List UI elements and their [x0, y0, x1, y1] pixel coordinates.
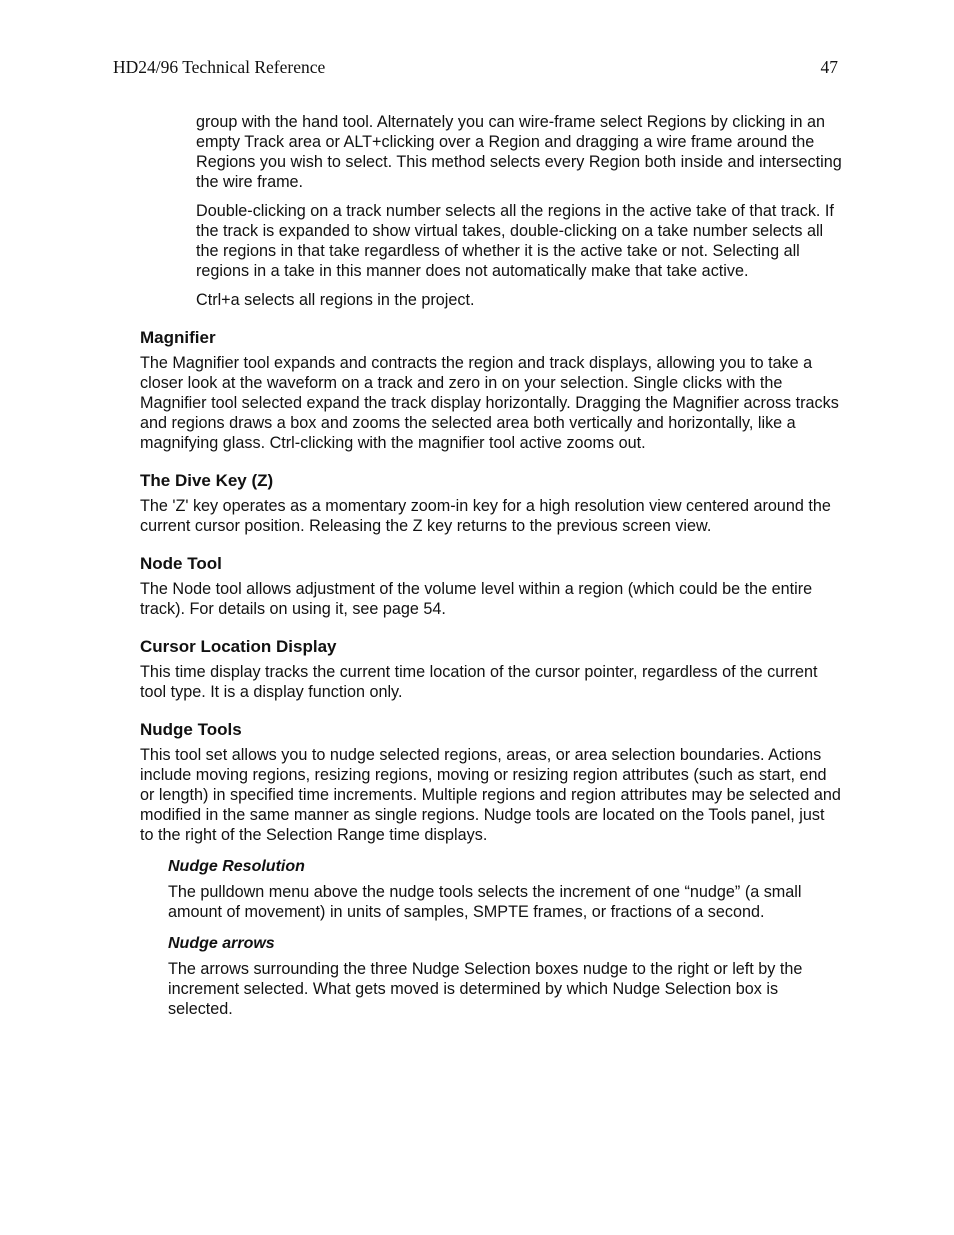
subsection-body-nudge-resolution: The pulldown menu above the nudge tools selects the increment of one “nudge” (a small amount of movement) in units of samples, SMPTE frames, or fractions of a second. — [168, 883, 802, 921]
intro-paragraph: Double-clicking on a track number selects all the regions in the active take of that track. If the track is expanded to show virtual takes, double-clicking on a take number selects all the regions in that take regardless of whether it is the active take or not. Selecting all regions in a take in this manner does not automatically make that take active. — [196, 202, 834, 280]
intro-paragraph: group with the hand tool. Alternately you can wire-frame select Regions by clicking in an empty Track area or ALT+clicking over a Region and dragging a wire frame around the Regions you wish to select. This method selects every Region both inside and intersecting the wire frame. — [196, 113, 842, 191]
subsection-heading-nudge-resolution: Nudge Resolution — [168, 858, 305, 875]
nudge-subsections — [168, 857, 842, 1019]
section-body-magnifier: The Magnifier tool expands and contracts the region and track displays, allowing you to take a closer look at the waveform on a track and zero in on your selection. Single clicks with the Magnifier tool selected expand the track display horizontally. Dragging the Magnifier across tracks and regions draws a box and zooms the selected area both vertically and horizontally, like a magnifying glass. Ctrl-clicking with the magnifier tool active zooms out. — [140, 354, 839, 452]
running-header-title: HD24/96 Technical Reference — [113, 57, 326, 77]
intro-paragraph: Ctrl+a selects all regions in the project. — [196, 291, 475, 309]
page-body — [140, 112, 842, 1019]
section-heading-nudge-tools: Nudge Tools — [140, 720, 242, 739]
section-body-cursor-location: This time display tracks the current time location of the cursor pointer, regardless of the current tool type. It is a display function only. — [140, 663, 818, 701]
section-body-nudge-tools: This tool set allows you to nudge selected regions, areas, or area selection boundaries. Actions include moving regions, resizing regions, moving or resizing region attributes (such as start, end or length) in specified time increments. Multiple regions and region attributes may be selected and modified in the same manner as single regions. Nudge tools are located on the Tools panel, just to the right of the Selection Range time displays. — [140, 746, 841, 844]
section-body-node-tool: The Node tool allows adjustment of the volume level within a region (which could be the entire track). For details on using it, see page 54. — [140, 580, 813, 618]
section-body-dive-key: The 'Z' key operates as a momentary zoom-in key for a high resolution view centered around the current cursor position. Releasing the Z key returns to the previous screen view. — [140, 497, 831, 535]
section-heading-magnifier: Magnifier — [140, 328, 216, 347]
section-heading-dive-key: The Dive Key (Z) — [140, 471, 274, 490]
section-heading-cursor-location: Cursor Location Display — [140, 637, 337, 656]
subsection-heading-nudge-arrows: Nudge arrows — [168, 935, 275, 952]
subsection-body-nudge-arrows: The arrows surrounding the three Nudge Selection boxes nudge to the right or left by the increment selected. What gets moved is determined by which Nudge Selection box is selected. — [168, 960, 803, 1018]
page-number: 47 — [820, 57, 838, 77]
section-heading-node-tool: Node Tool — [140, 554, 222, 573]
